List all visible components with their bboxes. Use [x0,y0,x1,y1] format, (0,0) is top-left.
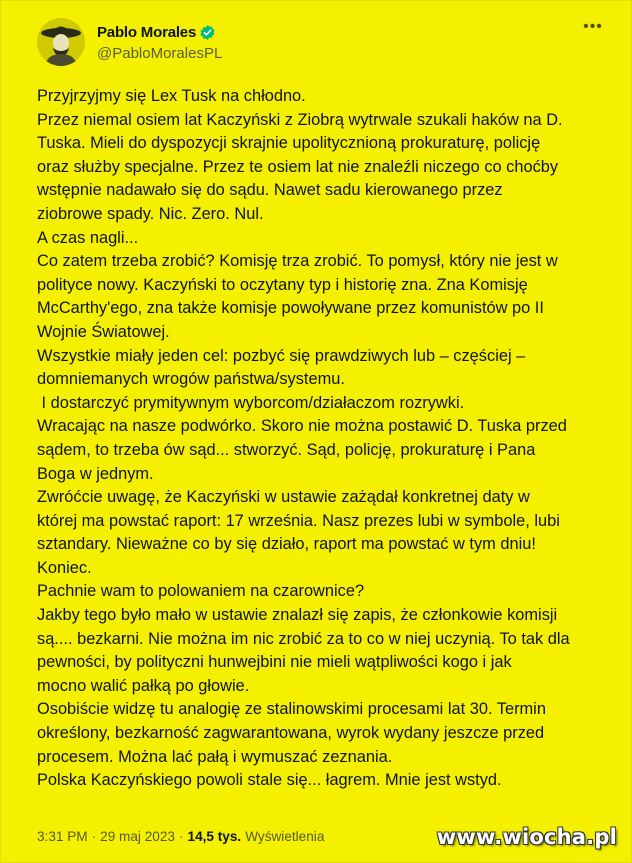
tweet-text-line: sztandary. Nieważne co by się działo, raport ma powstać w tym dniu! [37,535,536,554]
tweet-text-line: Co zatem trzeba zrobić? Komisję trza zrobić. To pomysł, który nie jest w [37,252,558,271]
tweet-text-line: I dostarczyć prymitywnym wyborcom/działaczom rozrywki. [37,393,465,412]
tweet-meta [37,829,324,844]
tweet-text-line: pewności, by polityczni hunwejbini nie mieli wątpliwości kogo i jak [37,653,512,672]
more-horizontal-icon[interactable]: ••• [583,18,603,35]
verified-badge-icon [199,24,216,41]
tweet-text-line: są.... bezkarni. Nie można im nic zrobić za to co w niej uczynią. To tak dla [37,629,570,648]
tweet-text-line: Jakby tego było mało w ustawie znalazł się zapis, że członkowie komisji [37,606,558,625]
tweet-text-line: Zwróćcie uwagę, że Kaczyński w ustawie zażądał konkretnej daty w [37,488,530,507]
tweet-text-line: określony, bezkarność zagwarantowana, wyrok wydany jeszcze przed [37,724,545,743]
tweet-text-line: Wracając na nasze podwórko. Skoro nie można postawić D. Tuska przed [37,417,567,436]
tweet-header [37,18,611,70]
tweet-text-line: Wojnie Światowej. [37,322,170,341]
tweet-text-line: Boga w jednym. [37,464,154,483]
tweet-time[interactable]: 3:31 PM [37,829,88,844]
tweet-text-line: Koniec. [37,558,92,577]
tweet-text-line: domniemanych wrogów państwa/systemu. [37,370,345,389]
tweet-text-line: wstępnie nadawało się do sądu. Nawet sadu kierowanego przez [37,181,503,200]
tweet-date[interactable]: 29 maj 2023 [100,829,175,844]
display-name[interactable]: Pablo Morales [97,23,197,41]
tweet-text-line: Tuska. Mieli do dyspozycji skrajnie upolitycznioną prokuraturę, policję [37,134,541,153]
tweet-text-line: oraz służby specjalne. Przez te osiem lat nie znaleźli niczego co choćby [37,157,559,176]
avatar[interactable] [37,18,85,66]
tweet-text-line: Przez niemal osiem lat Kaczyński z Ziobrą wytrwale szukali haków na D. [37,110,563,129]
tweet-text-line: sądem, to trzeba ów sąd... stworzyć. Sąd, policję, prokuraturę i Pana [37,440,536,459]
tweet-text-line: Pachnie wam to polowaniem na czarownice? [37,582,365,601]
tweet-text-line: mocno walić pałką po głowie. [37,676,250,695]
avatar-portrait-icon [37,18,85,66]
tweet-text-line: procesem. Można lać pałą i wymuszać zeznania. [37,747,393,766]
views-count: 14,5 tys. [187,829,242,844]
tweet-text-line: ziobrowe spady. Nic. Zero. Nul. [37,204,264,223]
watermark-logo: www.wiocha.pl [436,825,617,849]
author-block [97,22,222,62]
tweet-text-line: McCarthy'ego, zna także komisje powoływane przez komunistów po II [37,299,544,318]
tweet-text-line: Polska Kaczyńskiego powoli stale się... łagrem. Mnie jest wstyd. [37,771,502,790]
views-label: Wyświetlenia [245,829,325,844]
handle[interactable]: @PabloMoralesPL [97,45,223,62]
tweet-text-line: Przyjrzyjmy się Lex Tusk na chłodno. [37,87,306,105]
tweet-text-line: A czas nagli... [37,228,139,247]
tweet-text [37,85,617,793]
name-row [97,22,222,42]
tweet-text-line: Wszystkie miały jeden cel: pozbyć się prawdziwych lub – częściej – [37,346,526,365]
tweet-text-line: polityce nowy. Kaczyński to oczytany typ i historię zna. Zna Komisję [37,275,528,294]
meta-separator: · [178,829,184,844]
tweet-text-line: której ma powstać raport: 17 września. Nasz prezes lubi w symbole, lubi [37,511,560,530]
tweet-text-line: Osobiście widzę tu analogię ze stalinowskimi procesami lat 30. Termin [37,700,546,719]
meta-separator: · [91,829,97,844]
